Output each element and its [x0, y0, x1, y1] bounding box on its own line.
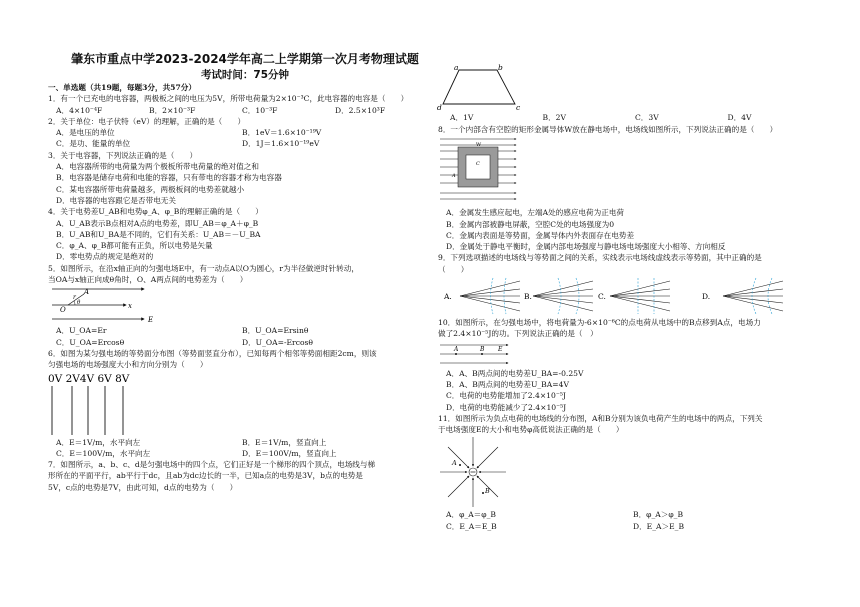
question-stem-cont: 当OA与x轴正向成θ角时，O、A两点间的电势差为（ ）	[48, 275, 248, 285]
question-stem-cont: 于电场强度E的大小和电势φ高低说法正确的是（ ）	[438, 425, 624, 435]
option-b: B．φ_A＞φ_B	[633, 510, 684, 520]
option-row	[48, 325, 428, 336]
option-row	[48, 337, 428, 348]
left-column	[48, 82, 428, 493]
option-d: D．电荷的电势能减少了2.4×10⁻⁵J	[446, 402, 567, 412]
q7-options	[450, 112, 820, 123]
question-stem: 10．如图所示，在匀强电场中，将电荷量为-6×10⁻⁶C的点电荷从电场中的B点移到A点，电场力	[438, 318, 761, 328]
question-9	[438, 252, 820, 317]
option-row	[438, 509, 820, 520]
option-d: D．电容器的电容跟它是否带电无关	[56, 195, 176, 205]
question-6	[48, 348, 428, 459]
metal-conductor-figure	[438, 135, 518, 207]
label-e: E	[498, 345, 503, 353]
label-w: W	[476, 142, 482, 149]
option-a: A．金属发生感应起电，左端A处的感应电荷为正电荷	[446, 208, 625, 218]
question-11	[438, 413, 820, 532]
section-heading: 一、单选题（共19题，每题3分，共57分）	[48, 83, 196, 92]
exam-duration: 考试时间：75分钟	[200, 69, 290, 81]
option-b: B．电容器是储存电荷和电能的容器，只有带电的容器才称为电容器	[56, 173, 282, 183]
question-4	[48, 206, 428, 262]
option-d: D．E_A＞E_B	[633, 521, 685, 531]
option-row	[48, 448, 428, 459]
option-a: A．电容器所带的电荷量为两个极板所带电荷量的绝对值之和	[56, 162, 259, 172]
option-d: D．U_OA=-Ercosθ	[242, 337, 313, 347]
option-b: B．E＝1V/m，竖直向上	[242, 437, 327, 447]
label-e: E	[148, 316, 154, 325]
label-c: C.	[598, 292, 606, 302]
question-7	[48, 459, 428, 493]
uniform-field-ab-figure	[438, 340, 518, 368]
question-stem: 4．关于电势差U_AB和电势φ_A、φ_B的理解正确的是（ ）	[48, 207, 263, 217]
label-d: d	[437, 103, 442, 112]
option-d: D．E＝100V/m，竖直向上	[242, 448, 337, 458]
label-c: c	[516, 103, 521, 112]
question-stem-cont: 形所在的平面平行，ab平行于dc，且ab为dc边长的一半，已知a点的电势是3V，b点的电势是	[48, 471, 363, 481]
question-stem: 9．下列选项描述的电场线与等势面之间的关系，实线表示电场线虚线表示等势面，其中正确的是	[438, 253, 762, 263]
right-column	[438, 124, 820, 532]
question-stem: 3．关于电容器，下列说法正确的是（ ）	[48, 150, 198, 160]
option-d: D．1J＝1.6×10⁻¹⁹eV	[242, 139, 320, 149]
question-8	[438, 124, 820, 252]
question-10	[438, 317, 820, 413]
option-row	[48, 127, 428, 138]
question-stem: 2．关于单位：电子伏特（eV）的理解，正确的是（ ）	[48, 116, 246, 126]
label-b: B	[480, 345, 485, 353]
label-a: A	[452, 173, 456, 180]
option-b: B．1eV＝1.6×10⁻¹⁹V	[242, 128, 322, 138]
option-c: C．φ_A、φ_B都可能有正负，所以电势是矢量	[56, 241, 213, 251]
question-stem: 6．如图为某匀强电场的等势面分布图（等势面竖直分布），已知每两个相邻等势面相距2cm，则该	[48, 348, 377, 358]
option-b: B．U_AB和U_BA是不同的，它们有关系：U_AB＝－U_BA	[56, 229, 261, 239]
label-a: a	[454, 63, 459, 72]
trapezoid-figure	[437, 62, 527, 112]
option-b: B．2×10⁻³F	[149, 105, 196, 115]
option-b: B．金属内部被静电屏蔽，空腔C处的电场强度为0	[446, 219, 615, 229]
label-a: A	[452, 459, 457, 468]
question-stem-cont: （ ）	[438, 264, 469, 274]
label-d: D.	[702, 292, 711, 302]
option-a: A．φ_A＝φ_B	[446, 510, 496, 520]
label-b: b	[498, 63, 503, 72]
question-stem: 7．如图所示，a、b、c、d是匀强电场中的四个点，它们正好是一个梯形的四个顶点，电场线与梯	[48, 460, 376, 470]
option-a: A．A、B两点间的电势差U_BA=-0.25V	[446, 368, 584, 378]
page-title: 肇东市重点中学2023-2024学年高二上学期第一次月考物理试题	[71, 52, 419, 66]
option-c: C．E＝100V/m，水平向左	[56, 448, 151, 458]
option-a: A．4×10⁻⁴F	[56, 105, 103, 115]
option-d: D．零电势点的规定是绝对的	[56, 252, 154, 262]
option-c: C．电荷的电势能增加了2.4×10⁻⁵J	[446, 391, 566, 401]
option-c: C．是功、能量的单位	[56, 139, 131, 149]
label-b: B.	[524, 292, 532, 302]
label-r: r	[73, 294, 76, 302]
option-b: B．A、B两点间的电势差U_BA=4V	[446, 379, 569, 389]
question-stem: 11．如图所示为负点电荷的电场线的分布图，A和B分别为该负电荷产生的电场中的两点，下列关	[438, 413, 763, 423]
option-row	[48, 105, 428, 116]
label-theta: θ	[77, 300, 81, 307]
question-stem-cont: 做了2.4×10⁻⁵J的功。下列说法正确的是（ ）	[438, 329, 598, 339]
uniform-field-rotation-figure	[48, 285, 158, 325]
question-stem: 8．一个内部含有空腔的矩形金属导体W放在静电场中，电场线如图所示，下列说法正确的是（ ）	[438, 125, 778, 134]
question-1	[48, 93, 428, 116]
question-stem-cont: 匀强电场的电场强度大小和方向分别为（ ）	[48, 360, 208, 370]
label-a: A.	[444, 292, 452, 302]
label-a: A	[84, 288, 90, 297]
label-o: O	[60, 306, 66, 315]
option-a: A．是电压的单位	[56, 128, 115, 138]
equipotential-figure	[48, 371, 148, 437]
field-lines-options-figure	[438, 275, 818, 317]
label-c: C	[476, 161, 480, 168]
option-row	[48, 437, 428, 448]
option-b: B．2V	[542, 113, 566, 122]
question-5	[48, 263, 428, 348]
question-stem-cont: 5V，c点的电势是7V，由此可知，d点的电势为（ ）	[48, 482, 238, 492]
label-a: A	[454, 345, 459, 353]
question-stem: 1．有一个已充电的电容器，两极板之间的电压为5V，所带电荷量为2×10⁻³C，此电容器的电容是（ ）	[48, 94, 409, 104]
option-a: A．E＝1V/m，水平向左	[56, 437, 141, 447]
option-a: A．U_AB表示B点相对A点的电势差，即U_AB＝φ_A＋φ_B	[56, 218, 259, 228]
negative-charge-field-figure	[438, 435, 508, 509]
label-x: x	[128, 302, 132, 311]
option-d: D．金属处于静电平衡时，金属内部电场强度与静电场电场强度大小相等、方向相反	[446, 242, 726, 252]
option-row	[438, 521, 820, 532]
option-c: C．金属内表面是等势面，金属导体内外表面存在电势差	[446, 230, 635, 240]
question-2	[48, 116, 428, 150]
option-b: B．U_OA=Ersinθ	[242, 326, 309, 336]
option-c: C．某电容器所带电荷量越多，两极板间的电势差就越小	[56, 184, 245, 194]
option-c: C．3V	[635, 113, 659, 122]
equipotential-labels: 0V 2V4V 6V 8V	[48, 372, 130, 385]
option-d: D．2.5×10³F	[335, 105, 386, 115]
option-c: C．U_OA=Ercosθ	[56, 337, 125, 347]
question-stem: 5．如图所示，在沿x轴正向的匀强电场E中，有一动点A以O为圆心，r为半径做逆时针转动，	[48, 263, 359, 273]
option-c: C．E_A＝E_B	[446, 521, 497, 531]
option-row	[48, 138, 428, 149]
option-a: A．U_OA=Er	[56, 326, 107, 336]
label-b: B	[485, 487, 490, 496]
question-3	[48, 150, 428, 206]
option-c: C．10⁻³F	[242, 105, 278, 115]
option-d: D．4V	[727, 113, 752, 122]
option-a: A．1V	[450, 113, 474, 122]
